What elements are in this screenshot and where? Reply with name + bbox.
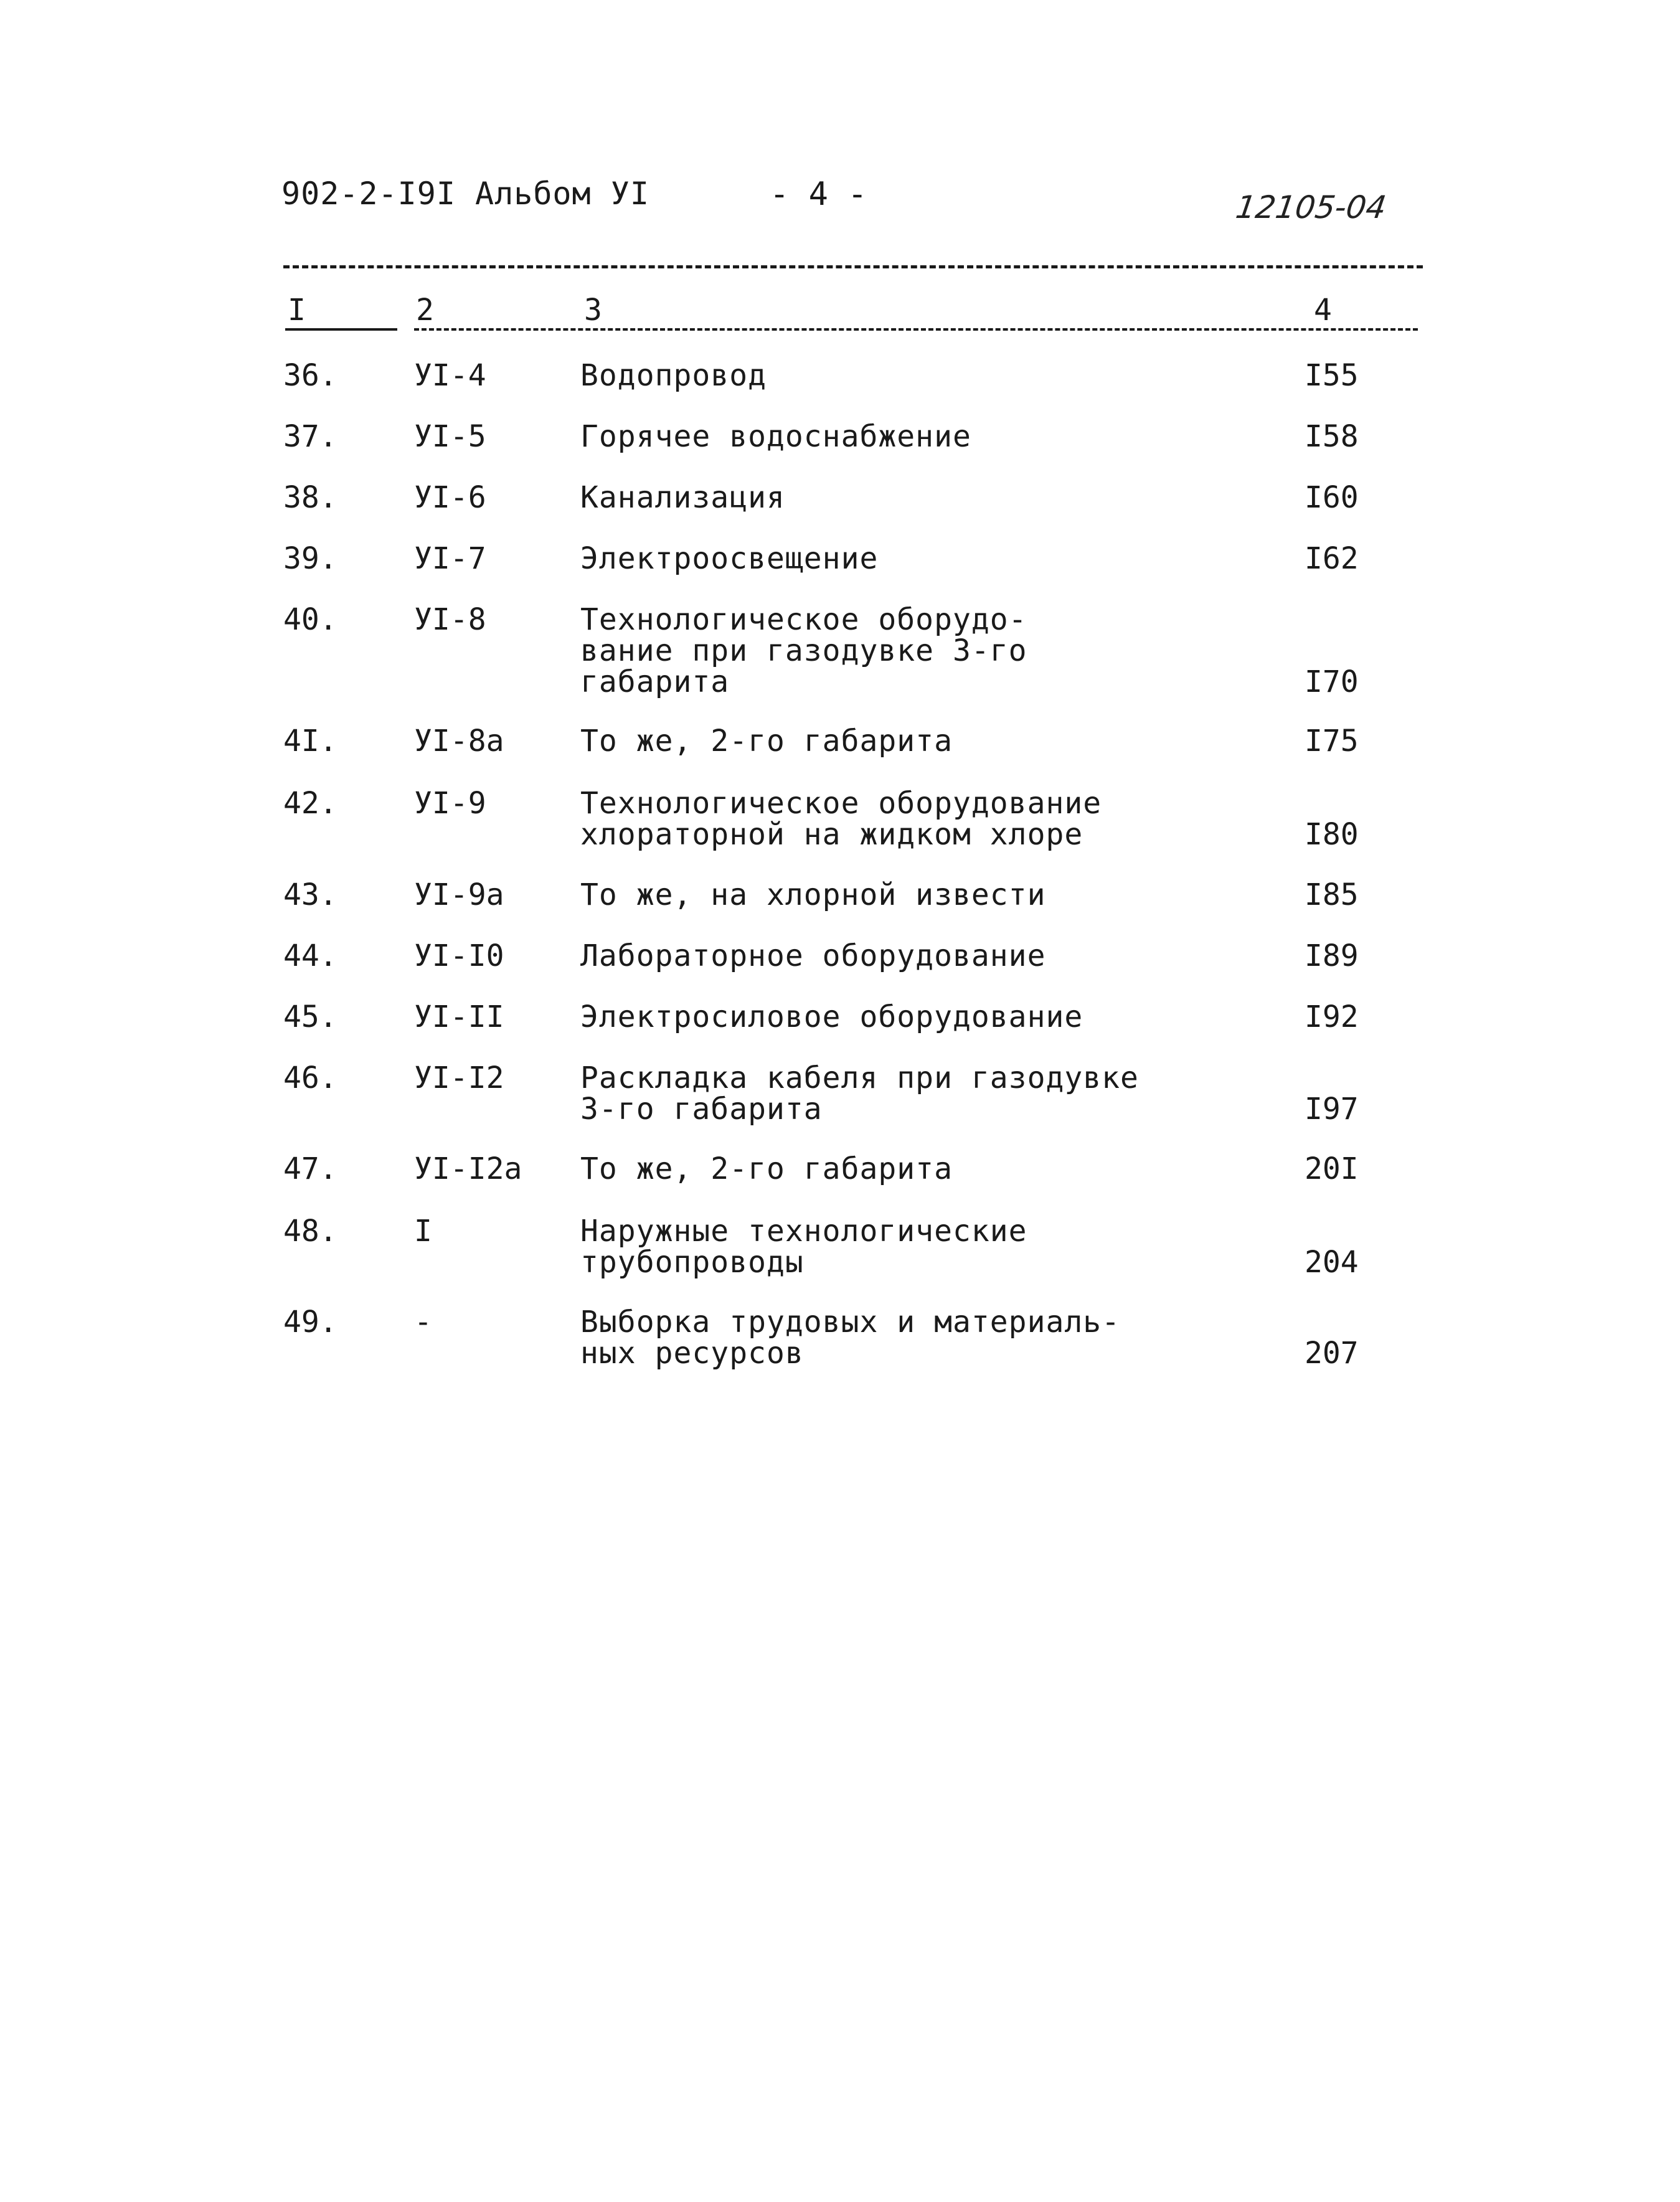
row-number: 44. bbox=[283, 938, 337, 973]
row-page: 20I bbox=[1305, 1151, 1359, 1186]
table-row bbox=[0, 788, 1680, 850]
row-title: Канализация bbox=[580, 480, 785, 515]
row-code: УI-I2а bbox=[414, 1151, 522, 1186]
column-header-2: 2 bbox=[416, 293, 434, 328]
row-page: I89 bbox=[1305, 938, 1359, 973]
row-title: Технологическое оборудо- вание при газодувке 3-го габарита bbox=[580, 602, 1027, 699]
table-row bbox=[0, 879, 1680, 910]
table-row bbox=[0, 543, 1680, 574]
table-row bbox=[0, 360, 1680, 391]
column-header-1: I bbox=[288, 293, 306, 328]
row-title: Лабораторное оборудование bbox=[580, 938, 1046, 973]
row-number: 47. bbox=[283, 1151, 337, 1186]
row-title: Наружные технологические трубопроводы bbox=[580, 1214, 1027, 1280]
table-row bbox=[0, 1001, 1680, 1032]
handwritten-code: 12105-04 bbox=[1233, 189, 1389, 225]
table-row bbox=[0, 940, 1680, 971]
row-number: 43. bbox=[283, 877, 337, 912]
document-id: 902-2-I9I Альбом УI bbox=[281, 176, 649, 212]
row-page: I58 bbox=[1305, 419, 1359, 454]
row-page: I92 bbox=[1305, 999, 1359, 1034]
row-number: 45. bbox=[283, 999, 337, 1034]
row-title: Выборка трудовых и материаль- ных ресурсов bbox=[580, 1305, 1121, 1371]
row-title: Электросиловое оборудование bbox=[580, 999, 1083, 1034]
row-page: 204 bbox=[1305, 1245, 1359, 1280]
row-page: I85 bbox=[1305, 877, 1359, 912]
column-header-4: 4 bbox=[1314, 293, 1332, 328]
table-row bbox=[0, 725, 1680, 757]
row-number: 49. bbox=[283, 1305, 337, 1340]
row-code: УI-5 bbox=[414, 419, 486, 454]
row-code: I bbox=[414, 1214, 432, 1249]
row-code: - bbox=[414, 1305, 432, 1340]
row-number: 4I. bbox=[283, 724, 337, 758]
row-code: УI-4 bbox=[414, 358, 486, 393]
row-number: 36. bbox=[283, 358, 337, 393]
row-number: 48. bbox=[283, 1214, 337, 1249]
table-row bbox=[0, 1307, 1680, 1369]
row-page: 207 bbox=[1305, 1336, 1359, 1371]
row-code: УI-I2 bbox=[414, 1061, 504, 1095]
table-row bbox=[0, 1062, 1680, 1125]
top-dashed-rule bbox=[283, 265, 1423, 268]
row-page: I62 bbox=[1305, 541, 1359, 576]
row-page: I55 bbox=[1305, 358, 1359, 393]
row-title: Технологическое оборудование хлораторной на жидком хлоре bbox=[580, 786, 1102, 852]
row-number: 42. bbox=[283, 786, 337, 821]
row-code: УI-II bbox=[414, 999, 504, 1034]
table-row bbox=[0, 482, 1680, 513]
row-code: УI-9а bbox=[414, 877, 504, 912]
page-number: - 4 - bbox=[770, 176, 867, 213]
row-number: 37. bbox=[283, 419, 337, 454]
row-page: I70 bbox=[1305, 664, 1359, 699]
row-title: То же, на хлорной извести bbox=[580, 877, 1046, 912]
row-page: I97 bbox=[1305, 1092, 1359, 1127]
row-title: Раскладка кабеля при газодувке 3-го габарита bbox=[580, 1061, 1139, 1127]
row-code: УI-7 bbox=[414, 541, 486, 576]
row-title: То же, 2-го габарита bbox=[580, 724, 953, 758]
row-number: 39. bbox=[283, 541, 337, 576]
row-code: УI-9 bbox=[414, 786, 486, 821]
row-number: 38. bbox=[283, 480, 337, 515]
row-page: I75 bbox=[1305, 724, 1359, 758]
table-row bbox=[0, 1153, 1680, 1184]
row-code: УI-6 bbox=[414, 480, 486, 515]
table-row bbox=[0, 421, 1680, 452]
row-page: I80 bbox=[1305, 817, 1359, 852]
row-number: 40. bbox=[283, 602, 337, 637]
column-header-3: 3 bbox=[584, 293, 602, 328]
row-title: Водопровод bbox=[580, 358, 767, 393]
row-code: УI-8а bbox=[414, 724, 504, 758]
row-page: I60 bbox=[1305, 480, 1359, 515]
row-number: 46. bbox=[283, 1061, 337, 1095]
table-row bbox=[0, 604, 1680, 697]
column-underline-rest bbox=[414, 328, 1418, 331]
column-underline-1 bbox=[285, 328, 397, 331]
row-code: УI-8 bbox=[414, 602, 486, 637]
row-code: УI-I0 bbox=[414, 938, 504, 973]
table-row bbox=[0, 1216, 1680, 1278]
row-title: Горячее водоснабжение bbox=[580, 419, 971, 454]
row-title: То же, 2-го габарита bbox=[580, 1151, 953, 1186]
row-title: Электроосвещение bbox=[580, 541, 879, 576]
